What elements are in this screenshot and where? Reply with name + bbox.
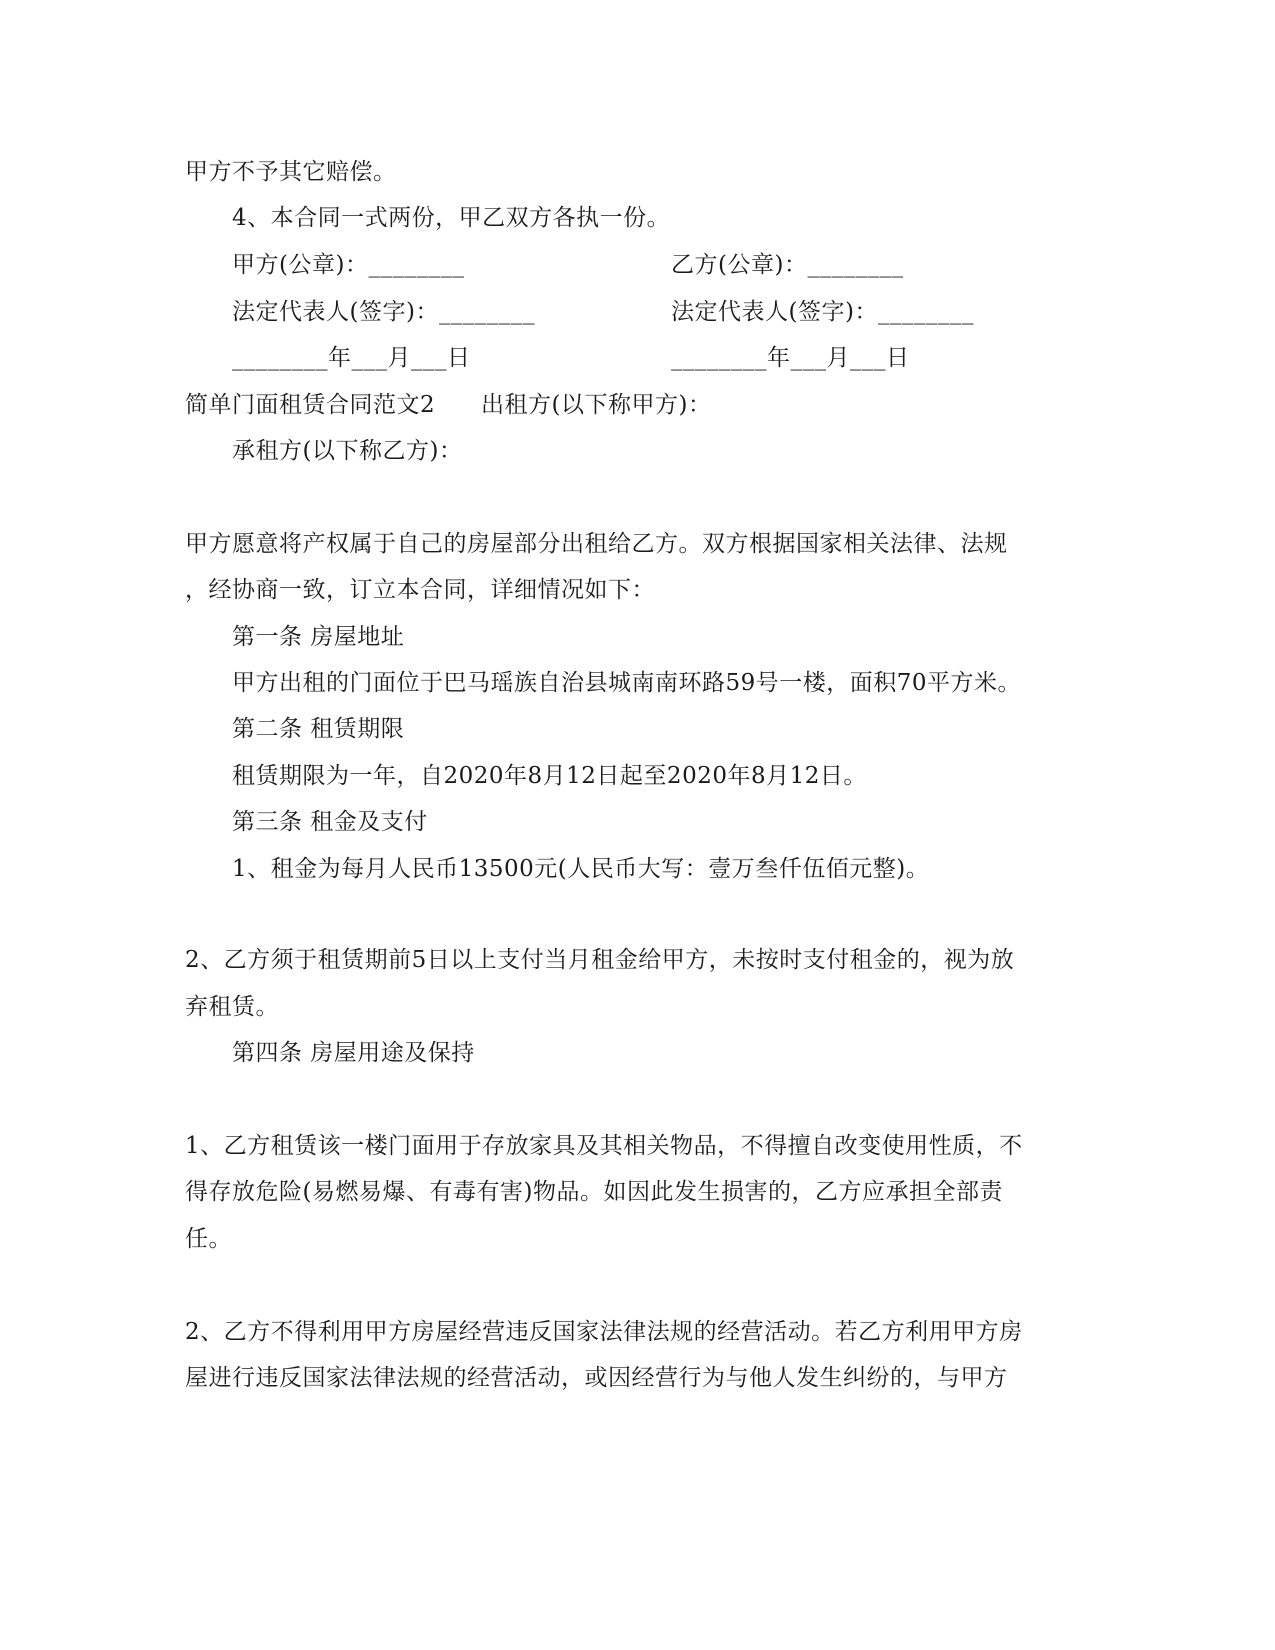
party-a-representative: 法定代表人(签字)：________ bbox=[232, 299, 535, 325]
paragraph-line: 2、乙方不得利用甲方房屋经营违反国家法律法规的经营活动。若乙方利用甲方房 bbox=[185, 1319, 1023, 1345]
paragraph-line: 甲方不予其它赔偿。 bbox=[185, 159, 397, 185]
party-a-seal: 甲方(公章)：________ bbox=[232, 252, 465, 278]
party-b-date: ________年___月___日 bbox=[671, 345, 910, 371]
paragraph-line: 租赁期限为一年，自2020年8月12日起至2020年8月12日。 bbox=[232, 763, 867, 789]
party-b-seal: 乙方(公章)：________ bbox=[671, 252, 904, 278]
article-title: 第四条 房屋用途及保持 bbox=[232, 1040, 475, 1066]
article-title: 第一条 房屋地址 bbox=[232, 624, 405, 650]
paragraph-line: ，经协商一致，订立本合同，详细情况如下： bbox=[185, 577, 655, 603]
lessee-line: 承租方(以下称乙方)： bbox=[232, 438, 463, 464]
article-title: 第三条 租金及支付 bbox=[232, 809, 428, 835]
paragraph-line: 1、租金为每月人民币13500元(人民币大写：壹万叁仟伍佰元整)。 bbox=[232, 856, 930, 882]
paragraph-line: 2、乙方须于租赁期前5日以上支付当月租金给甲方，未按时支付租金的，视为放 bbox=[185, 947, 1015, 973]
paragraph-line: 甲方出租的门面位于巴马瑶族自治县城南南环路59号一楼，面积70平方米。 bbox=[232, 670, 1022, 696]
paragraph-line: 得存放危险(易燃易爆、有毒有害)物品。如因此发生损害的，乙方应承担全部责 bbox=[185, 1179, 1003, 1205]
paragraph-line: 4、本合同一式两份，甲乙双方各执一份。 bbox=[232, 205, 671, 231]
paragraph-line: 屋进行违反国家法律法规的经营活动，或因经营行为与他人发生纠纷的，与甲方 bbox=[185, 1365, 1008, 1391]
paragraph-line: 甲方愿意将产权属于自己的房屋部分出租给乙方。双方根据国家相关法律、法规 bbox=[185, 531, 1008, 557]
paragraph-line: 任。 bbox=[185, 1226, 232, 1252]
lessor-line: 出租方(以下称甲方)： bbox=[481, 392, 712, 418]
article-title: 第二条 租赁期限 bbox=[232, 716, 405, 742]
paragraph-line: 1、乙方租赁该一楼门面用于存放家具及其相关物品，不得擅自改变使用性质，不 bbox=[185, 1133, 1023, 1159]
paragraph-line: 弃租赁。 bbox=[185, 994, 279, 1020]
contract-title: 简单门面租赁合同范文2 bbox=[185, 392, 436, 418]
party-b-representative: 法定代表人(签字)：________ bbox=[671, 299, 974, 325]
party-a-date: ________年___月___日 bbox=[232, 345, 471, 371]
